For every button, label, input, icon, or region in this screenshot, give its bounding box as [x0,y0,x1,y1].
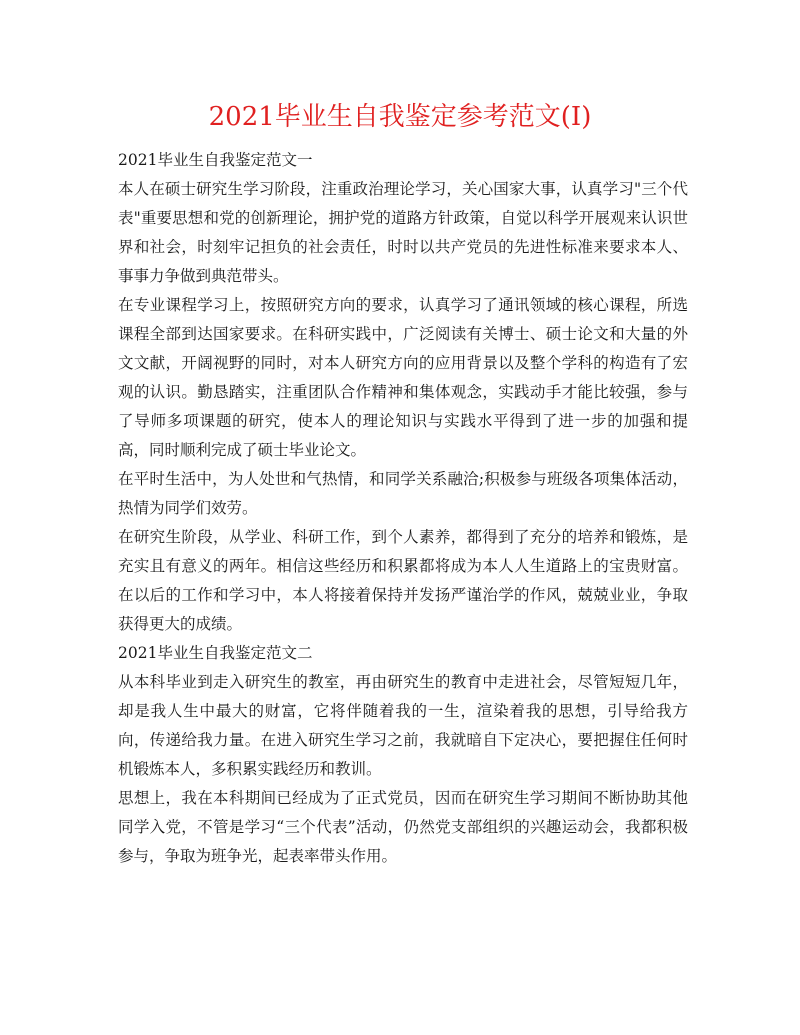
document-body [118,146,688,871]
document-title: 2021毕业生自我鉴定参考范文(I) [208,102,592,132]
section-heading: 2021毕业生自我鉴定范文一 [118,151,313,169]
paragraph: 在研究生阶段，从学业、科研工作，到个人素养，都得到了充分的培养和锻炼，是充实且有意义的两年。相信这些经历和积累都将成为本人人生道路上的宝贵财富。在以后的工作和学习中，本人将接着保持并发扬严谨治学的作风，兢兢业业，争取获得更大的成绩。 [118,528,688,633]
paragraph: 思想上，我在本科期间已经成为了正式党员，因而在研究生学习期间不断协助其他同学入党，不管是学习“三个代表”活动，仍然党支部组织的兴趣运动会，我都积极参与，争取为班争光，起表率带头作用。 [118,789,688,865]
section-heading: 2021毕业生自我鉴定范文二 [118,644,313,662]
paragraph: 从本科毕业到走入研究生的教室，再由研究生的教育中走进社会，尽管短短几年，却是我人生中最大的财富，它将伴随着我的一生，渲染着我的思想，引导给我方向，传递给我力量。在进入研究生学习之前，我就暗自下定决心，要把握住任何时机锻炼本人，多积累实践经历和教训。 [118,673,688,778]
paragraph: 在专业课程学习上，按照研究方向的要求，认真学习了通讯领域的核心课程，所选课程全部到达国家要求。在科研实践中，广泛阅读有关博士、硕士论文和大量的外文文献，开阔视野的同时，对本人研究方向的应用背景以及整个学科的构造有了宏观的认识。勤恳踏实，注重团队合作精神和集体观念，实践动手才能比较强，参与了导师多项课题的研究，使本人的理论知识与实践水平得到了进一步的加强和提高，同时顺利完成了硕士毕业论文。 [118,296,688,459]
paragraph: 在平时生活中，为人处世和气热情，和同学关系融洽;积极参与班级各项集体活动，热情为同学们效劳。 [118,470,688,517]
paragraph: 本人在硕士研究生学习阶段，注重政治理论学习，关心国家大事，认真学习"三个代表"重要思想和党的创新理论，拥护党的道路方针政策，自觉以科学开展观来认识世界和社会，时刻牢记担负的社会责任，时时以共产党员的先进性标准来要求本人、事事力争做到典范带头。 [118,180,688,285]
